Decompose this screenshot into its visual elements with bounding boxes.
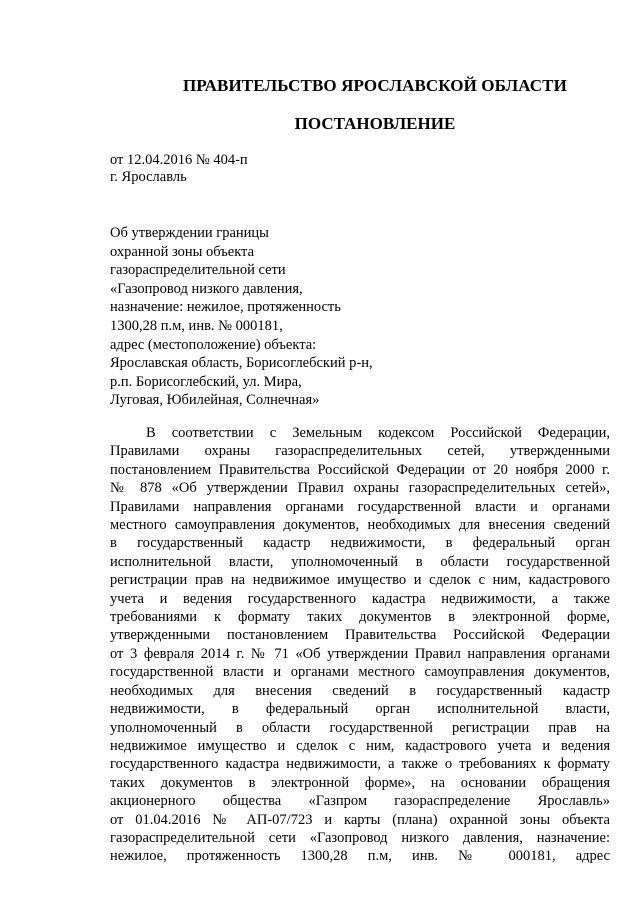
body-line: государственного кадастра недвижимости, а также о требованиях к формату: [110, 756, 610, 773]
subject-line: охранной зоны объекта: [110, 243, 255, 260]
body-line: недвижимости, в федеральный орган исполнительной власти,: [110, 701, 610, 718]
document-type: ПОСТАНОВЛЕНИЕ: [294, 114, 456, 133]
body-line: В соответствии с Земельным кодексом Российской Федерации,: [146, 425, 610, 441]
body-line: уполномоченный в области государственной регистрации прав на: [110, 719, 610, 736]
subject-line: р.п. Борисоглебский, ул. Мира,: [110, 373, 302, 390]
body-line: местного самоуправления документов, необходимых для внесения сведений: [110, 517, 610, 534]
body-line: Правилами охраны газораспределительных сетей, утвержденными: [110, 443, 610, 460]
body-line: регистрации прав на недвижимое имущество и сделок с ним, кадастрового: [110, 572, 610, 589]
body-line: государственной власти и органами местного самоуправления документов,: [110, 664, 610, 681]
subject-line: назначение: нежилое, протяженность: [110, 299, 341, 316]
subject-line: газораспределительной сети: [110, 262, 286, 279]
body-line: № 878 «Об утверждении Правил охраны газораспределительных сетей»,: [110, 480, 610, 497]
subject-line: 1300,28 п.м, инв. № 000181,: [110, 317, 283, 334]
document-meta: [110, 152, 248, 186]
subject-line: «Газопровод низкого давления,: [110, 280, 303, 297]
body-line: в государственный кадастр недвижимости, в федеральный орган: [110, 535, 610, 552]
body-paragraph: [110, 424, 610, 866]
body-line: недвижимое имущество и сделок с ним, кадастрового учета и ведения: [110, 737, 610, 754]
body-line: от 3 февраля 2014 г. № 71 «Об утверждении Правил направления органами: [110, 645, 610, 662]
body-line: нежилое, протяженность 1300,28 п.м, инв. № 000181, адрес: [110, 848, 610, 865]
body-line: акционерного общества «Газпром газораспределение Ярославль»: [110, 793, 610, 810]
body-line: исполнительной власти, уполномоченный в области государственной: [110, 553, 610, 570]
body-line: таких документов в электронной форме», на основании обращения: [110, 774, 610, 791]
organization-title: ПРАВИТЕЛЬСТВО ЯРОСЛАВСКОЙ ОБЛАСТИ: [183, 76, 567, 95]
body-line: газораспределительной сети «Газопровод низкого давления, назначение:: [110, 829, 610, 846]
body-line: Правилами направления органами государственной власти и органами: [110, 498, 610, 515]
city: г. Ярославль: [110, 169, 187, 185]
date-number: от 12.04.2016 № 404-п: [110, 152, 248, 168]
body-line: утвержденными постановлением Правительства Российской Федерации: [110, 627, 610, 644]
body-line: от 01.04.2016 № АП-07/723 и карты (плана) охранной зоны объекта: [110, 811, 610, 828]
body-line: учета и ведения государственного кадастра недвижимости, а также: [110, 590, 610, 607]
body-line: необходимых для внесения сведений в государственный кадастр: [110, 682, 610, 699]
body-line: требованиями к формату таких документов в электронной форме,: [110, 609, 610, 626]
subject-line: Ярославская область, Борисоглебский р-н,: [110, 355, 373, 372]
subject-line: Луговая, Юбилейная, Солнечная»: [110, 392, 320, 409]
document-subject: [110, 224, 373, 410]
subject-line: адрес (местоположение) объекта:: [110, 336, 317, 353]
subject-line: Об утверждении границы: [110, 225, 269, 241]
body-line: постановлением Правительства Российской Федерации от 20 ноября 2000 г.: [110, 461, 610, 478]
